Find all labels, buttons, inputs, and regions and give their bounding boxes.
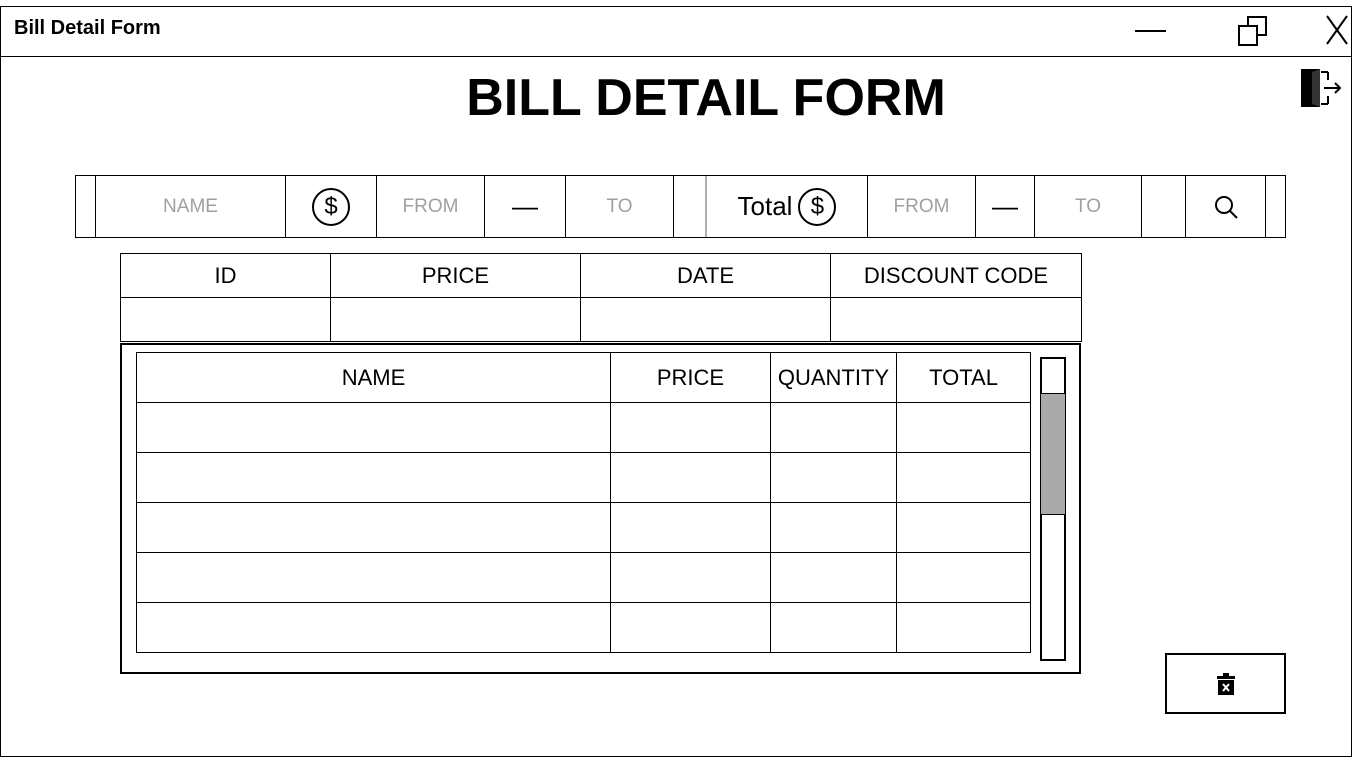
table-cell — [897, 403, 1031, 453]
table-row[interactable] — [137, 403, 1031, 453]
table-cell — [611, 453, 771, 503]
close-icon[interactable] — [1321, 12, 1353, 50]
table-cell — [121, 298, 331, 342]
column-header-total: TOTAL — [897, 353, 1031, 403]
table-cell — [137, 453, 611, 503]
column-header-name: NAME — [137, 353, 611, 403]
table-row[interactable] — [137, 603, 1031, 653]
table-cell — [137, 503, 611, 553]
bill-items-table — [136, 352, 1031, 653]
table-cell — [771, 403, 897, 453]
table-cell — [831, 298, 1082, 342]
filter-bar-left-cap — [76, 176, 96, 237]
scrollbar-thumb[interactable] — [1041, 393, 1065, 515]
table-cell — [137, 603, 611, 653]
restore-icon[interactable] — [1232, 12, 1272, 50]
total-to-input[interactable]: TO — [1035, 176, 1142, 237]
trash-icon — [1216, 672, 1236, 696]
table-cell — [137, 553, 611, 603]
table-header-row — [121, 254, 1082, 298]
table-cell — [771, 503, 897, 553]
price-range-separator: — — [485, 176, 566, 237]
search-icon — [1213, 194, 1239, 220]
price-to-input[interactable]: TO — [566, 176, 674, 237]
filter-bar — [75, 175, 1286, 238]
bill-summary-table — [120, 253, 1082, 342]
table-cell — [771, 553, 897, 603]
delete-button[interactable] — [1165, 653, 1286, 714]
table-cell — [331, 298, 581, 342]
table-cell — [897, 453, 1031, 503]
column-header-price: PRICE — [331, 254, 581, 298]
column-header-price: PRICE — [611, 353, 771, 403]
column-header-date: DATE — [581, 254, 831, 298]
minimize-icon[interactable] — [1130, 14, 1170, 50]
table-cell — [771, 453, 897, 503]
total-label: Total — [737, 191, 793, 221]
window-title: Bill Detail Form — [14, 17, 161, 39]
table-cell — [897, 503, 1031, 553]
table-row[interactable] — [121, 298, 1082, 342]
table-header-row — [137, 353, 1031, 403]
table-cell — [611, 603, 771, 653]
price-currency-cell — [286, 176, 377, 237]
page-title: BILL DETAIL FORM — [466, 69, 946, 127]
table-row[interactable] — [137, 453, 1031, 503]
table-cell — [581, 298, 831, 342]
name-filter-input[interactable]: NAME — [96, 176, 286, 237]
table-cell — [611, 403, 771, 453]
total-label-cell — [707, 176, 868, 237]
table-cell — [611, 503, 771, 553]
total-range-separator: — — [976, 176, 1035, 237]
price-from-input[interactable]: FROM — [377, 176, 485, 237]
table-row[interactable] — [137, 503, 1031, 553]
filter-group-divider — [674, 176, 707, 237]
column-header-discount-code: DISCOUNT CODE — [831, 254, 1082, 298]
table-cell — [897, 553, 1031, 603]
table-row[interactable] — [137, 553, 1031, 603]
dollar-icon: $ — [312, 188, 350, 226]
filter-spacer — [1142, 176, 1186, 237]
search-button[interactable] — [1186, 176, 1266, 237]
dollar-icon: $ — [798, 188, 836, 226]
total-from-input[interactable]: FROM — [868, 176, 976, 237]
table-cell — [897, 603, 1031, 653]
column-header-quantity: QUANTITY — [771, 353, 897, 403]
table-cell — [611, 553, 771, 603]
table-cell — [137, 403, 611, 453]
column-header-id: ID — [121, 254, 331, 298]
table-cell — [771, 603, 897, 653]
